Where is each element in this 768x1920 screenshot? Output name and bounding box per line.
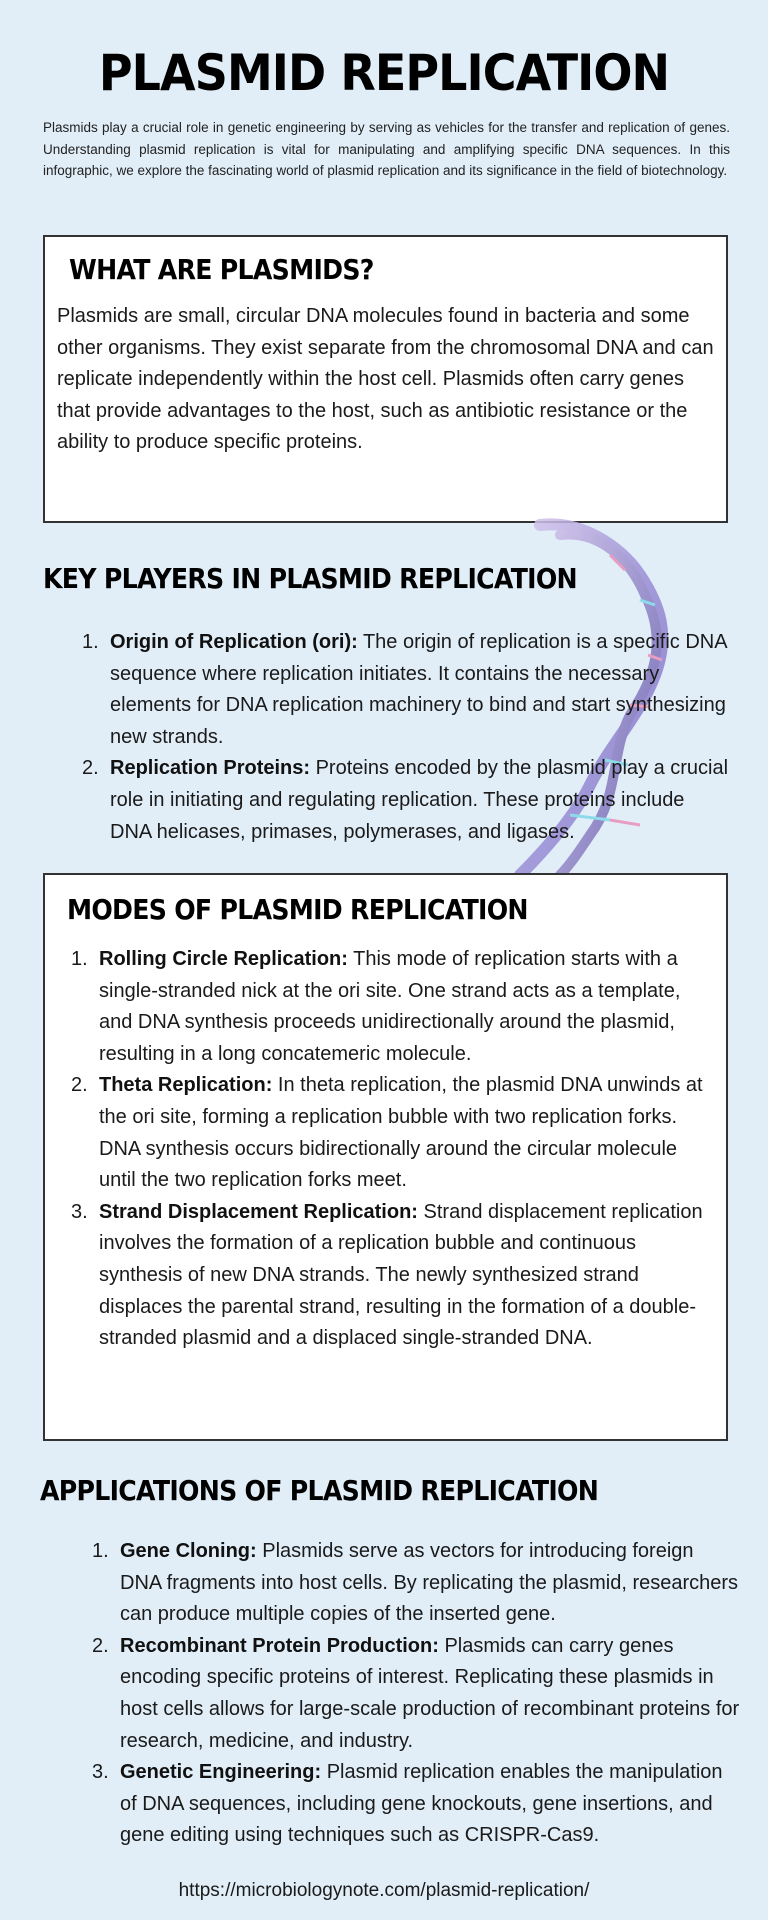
list-number: 2. [82,757,99,780]
modes-box [43,873,728,1441]
list-number: 3. [92,1761,109,1784]
list-number: 1. [82,631,99,653]
list-term: Gene Cloning: [120,1540,257,1562]
source-url[interactable]: https://microbiologynote.com/plasmid-replication/ [178,1880,590,1901]
what-are-plasmids-box [43,235,728,523]
list-text: Plasmids serve as vectors for introducing foreign DNA fragments into host cells. By replicating the plasmid, researchers can produce multiple copies of the inserted gene. [120,1540,739,1626]
list-item [59,1197,719,1355]
list-term: Recombinant Protein Production: [120,1634,439,1657]
what-are-plasmids-heading: WHAT ARE PLASMIDS? [69,253,374,286]
list-number: 2. [71,1074,88,1097]
what-are-plasmids-body: Plasmids are small, circular DNA molecules found in bacteria and some other organisms. They exist separate from the chromosomal DNA and can replicate independently within the host cell. Plasmids often carry genes that provide advantages to the host, such as antibiotic resistance or the ability to produce specific proteins. [57,305,714,454]
list-item [80,1536,740,1631]
page-title: PLASMID REPLICATION [98,44,670,102]
list-text: The origin of replication is a specific DNA sequence where replication initiates. It contains the necessary elements for DNA replication machinery to bind and start synthesizing new strands. [110,631,727,748]
list-text: Plasmids can carry genes encoding specific proteins of interest. Replicating these plasmids in host cells allows for large-scale production of recombinant proteins for research, medicine, and industry. [120,1634,740,1752]
list-text: Plasmid replication enables the manipulation of DNA sequences, including gene knockouts, gene insertions, and gene editing using techniques such as CRISPR-Cas9. [120,1761,723,1847]
list-text: In theta replication, the plasmid DNA unwinds at the ori site, forming a replication bubble with two replication forks. DNA synthesis occurs bidirectionally around the circular molecule until the two replication forks meet. [99,1074,703,1192]
list-number: 1. [92,1540,109,1562]
list-item [70,753,730,848]
modes-list [59,944,719,1355]
list-item [80,1757,740,1852]
list-number: 2. [92,1634,109,1657]
list-term: Origin of Replication (ori): [110,631,358,653]
list-number: 3. [71,1200,88,1223]
key-players-list [70,627,730,848]
list-term: Replication Proteins: [110,757,311,780]
list-item [80,1631,740,1757]
list-text: This mode of replication starts with a single-stranded nick at the ori site. One strand acts as a template, and DNA synthesis proceeds unidirectionally around the plasmid, resulting in a long concatemeric molecule. [99,948,681,1065]
list-number: 1. [71,948,88,970]
modes-heading: MODES OF PLASMID REPLICATION [67,893,528,926]
key-players-heading: KEY PLAYERS IN PLASMID REPLICATION [43,562,577,595]
applications-list [80,1536,740,1852]
list-text: Strand displacement replication involves the formation of a replication bubble and continuous synthesis of new DNA strands. The newly synthesized strand displaces the parental strand, resulting in the formation of a double-stranded plasmid and a displaced single-stranded DNA. [99,1200,703,1350]
list-term: Rolling Circle Replication: [99,948,348,970]
list-item [59,1070,719,1196]
list-item [70,627,730,753]
applications-heading: APPLICATIONS OF PLASMID REPLICATION [40,1474,599,1507]
intro-paragraph: Plasmids play a crucial role in genetic engineering by serving as vehicles for the transfer and replication of genes. Understanding plasmid replication is vital for manipulating and amplifying specific DNA sequences. In this infographic, we explore the fascinating world of plasmid replication and its significance in the field of biotechnology. [43,120,730,178]
list-term: Genetic Engineering: [120,1761,322,1784]
list-term: Theta Replication: [99,1074,273,1097]
list-item [59,944,719,1070]
list-term: Strand Displacement Replication: [99,1200,418,1223]
list-text: Proteins encoded by the plasmid play a crucial role in initiating and regulating replication. These proteins include DNA helicases, primases, polymerases, and ligases. [110,757,729,843]
